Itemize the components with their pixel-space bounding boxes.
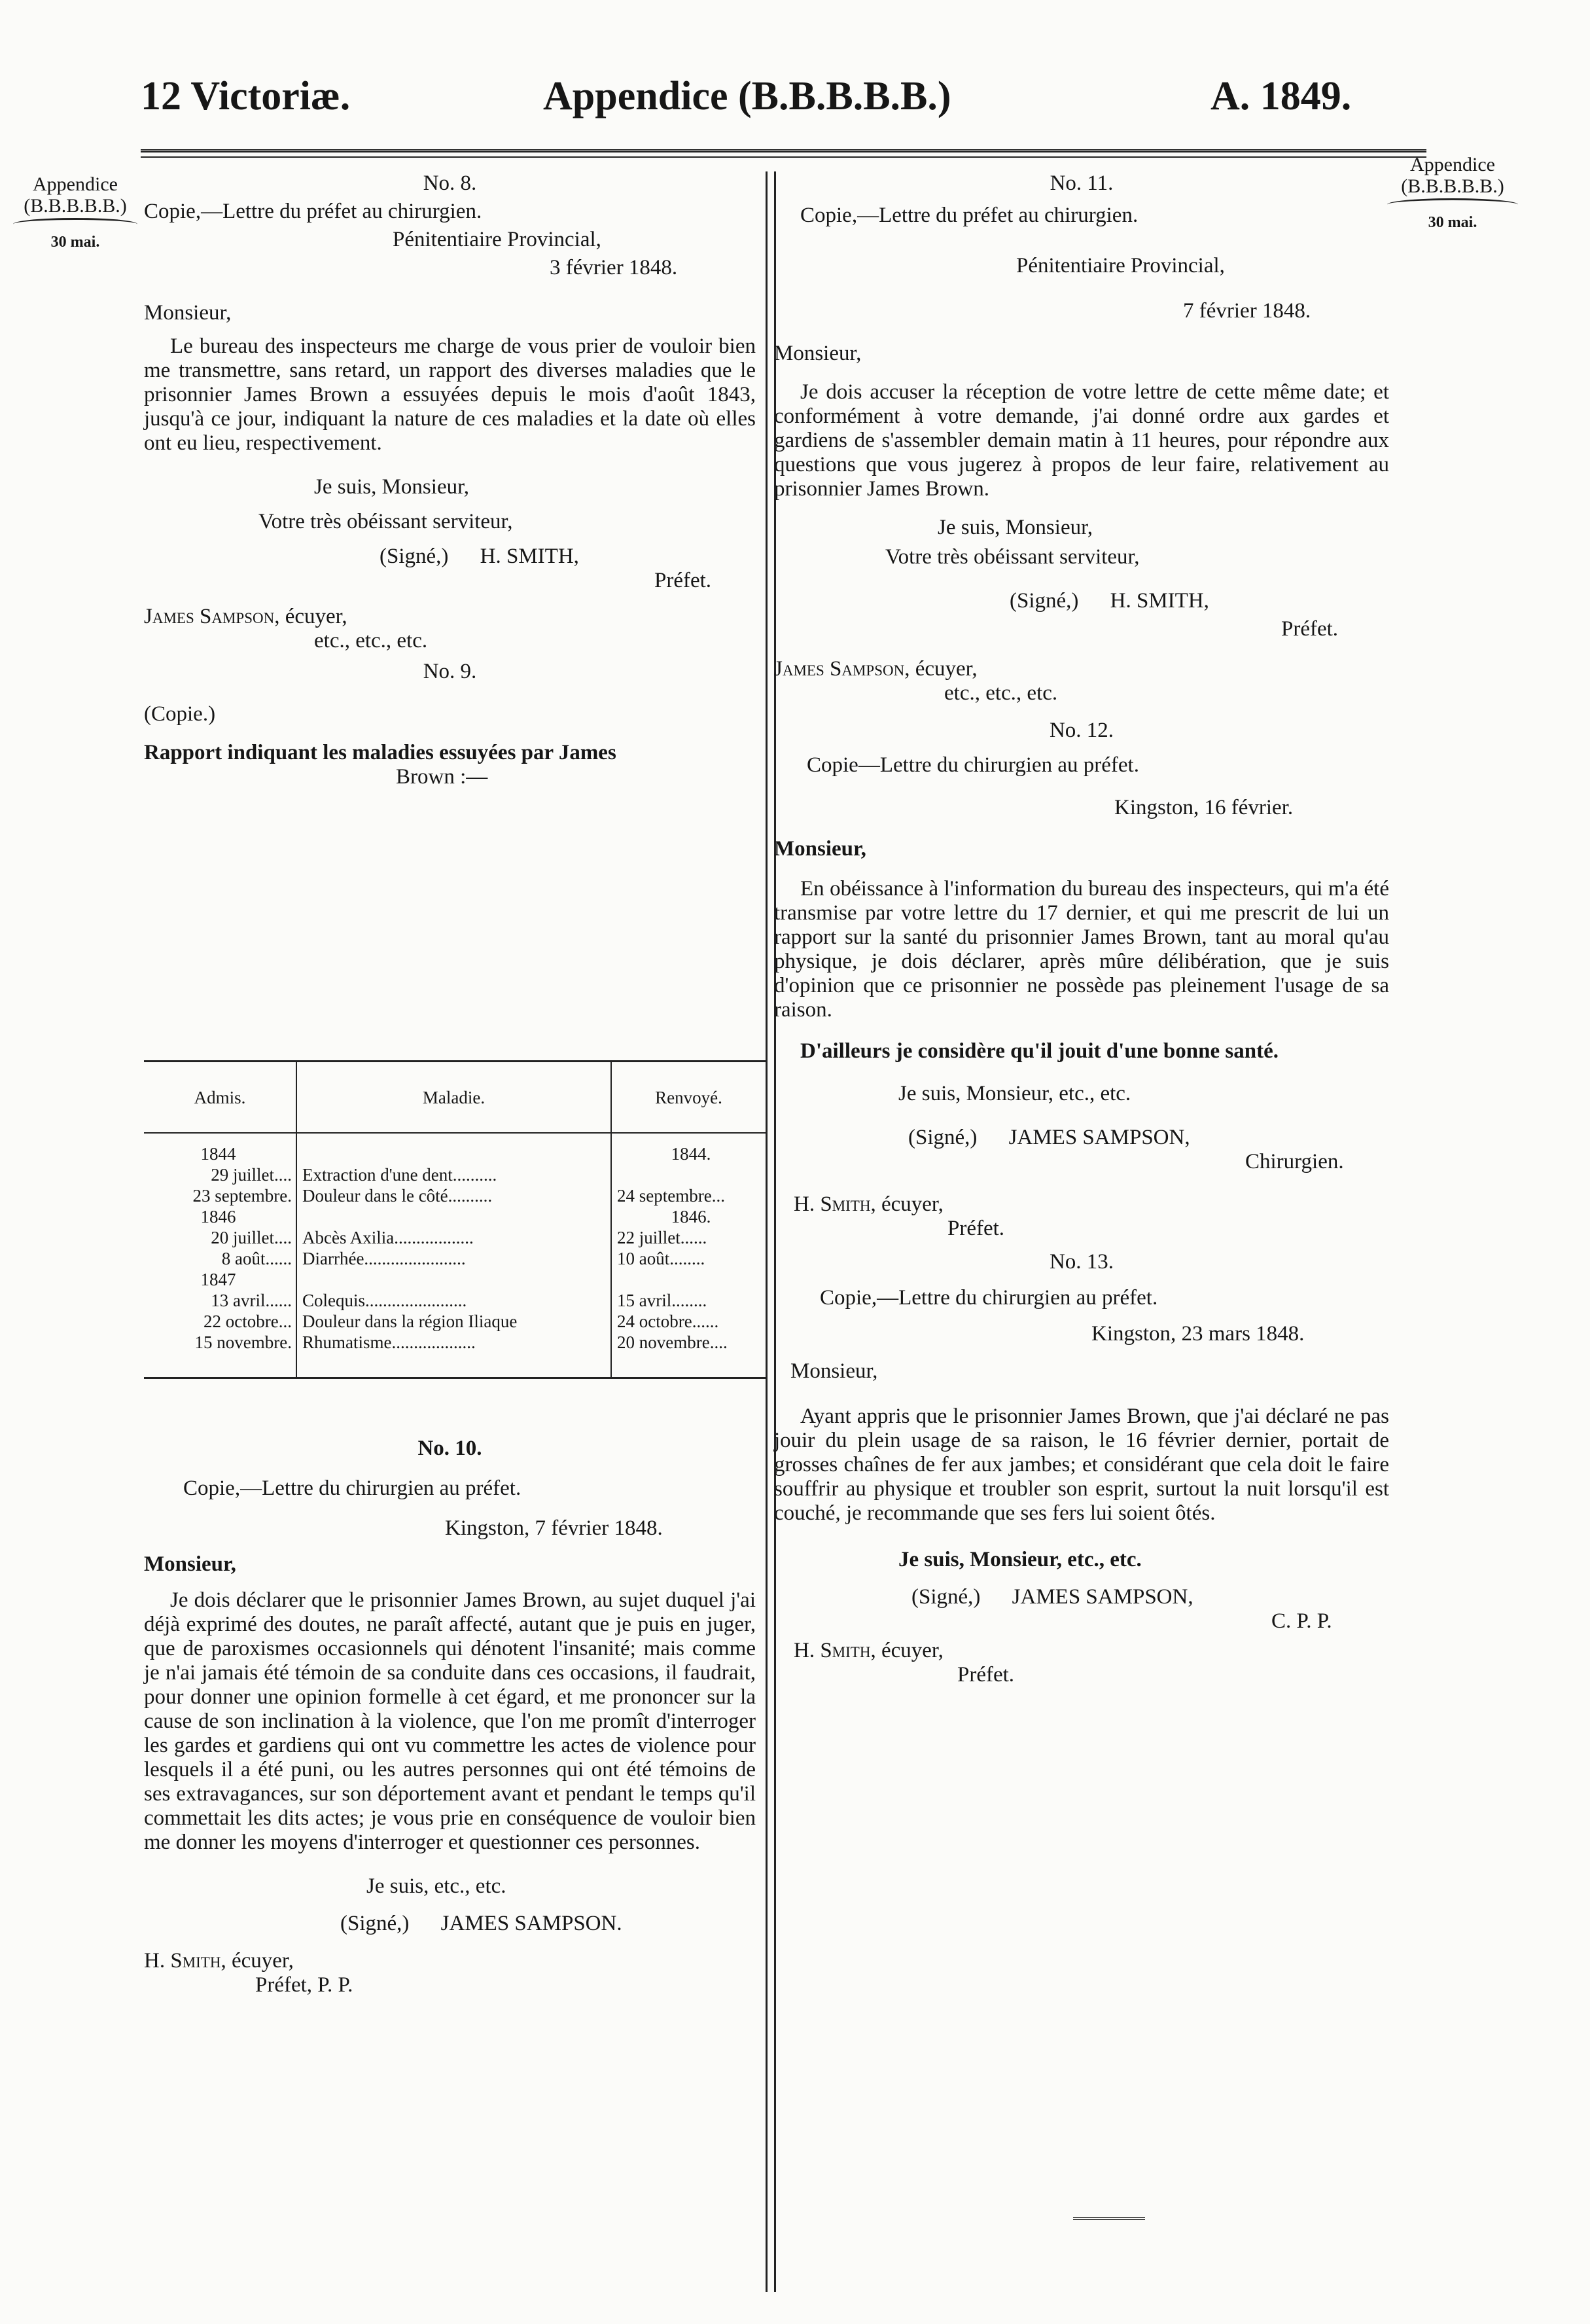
no8-date: 3 février 1848. xyxy=(550,256,678,279)
no11-closing1: Je suis, Monsieur, xyxy=(938,516,1093,539)
table-header-admis: Admis. xyxy=(144,1062,296,1134)
margin-note-left-line1: Appendice xyxy=(33,173,118,195)
no13-signer-title: C. P. P. xyxy=(1271,1609,1332,1633)
no8-addressee: James Sampson, xyxy=(144,605,280,628)
no10-signer: JAMES SAMPSON. xyxy=(440,1912,622,1935)
no9-title-line1: Rapport indiquant les maladies essuyées par James xyxy=(144,741,616,764)
no10-addressee-suffix: écuyer, xyxy=(231,1949,294,1973)
no8-body: Le bureau des inspecteurs me charge de vous prier de vouloir bien me transmettre, sans retard, un rapport des diverses maladies que le prisonnier James Brown a essuyées depuis le mois d'août 1843, jusqu'à ce jour, indiquant la nature de ces maladies et la date où elles ont eu lieu, respectivement. xyxy=(144,334,756,455)
no10-body: Je dois déclarer que le prisonnier James Brown, au sujet duquel j'ai déjà exprimé des doutes, ne paraît affecté, autant que je puis en juger, que de paroxismes occasionnels qui dénotent l'insanité; mais comme je n'ai jamais été témoin de sa conduite dans ces occasions, il faudrait, pour donner une opinion formelle à cet égard, et me prononcer sur la cause de son inclination à la violence, que l'on me promît d'interroger les gardes et gardiens qui ont vu commettre les actes de violence pour lesquels il a été puni, ou les autres personnes qui ont été témoins de ses extravagances, sur son déportement avant et pendant le temps qu'il commettait les dits actes; je vous prie en conséquence de vouloir bien me donner les moyens d'interroger et questionner ces personnes. xyxy=(144,1588,756,1854)
no13-salutation: Monsieur, xyxy=(790,1359,878,1383)
no8-title: Copie,—Lettre du préfet au chirurgien. xyxy=(144,200,482,223)
no11-signer: H. SMITH, xyxy=(1110,589,1209,613)
no11-signature xyxy=(774,589,1389,613)
no13-addressee-suffix: écuyer, xyxy=(881,1639,944,1662)
no12-body2: D'ailleurs je considère qu'il jouit d'une bonne santé. xyxy=(800,1039,1279,1063)
no8-closing2: Votre très obéissant serviteur, xyxy=(258,510,513,533)
no9-number: No. 9. xyxy=(423,660,477,683)
header-right: A. 1849. xyxy=(1210,74,1352,118)
table-row: 29 juillet.... Extraction d'une dent.......... xyxy=(144,1164,766,1185)
margin-note-right-line3: 30 mai. xyxy=(1428,214,1477,231)
no11-etc: etc., etc., etc. xyxy=(944,681,1058,705)
no13-addressee-title: Préfet. xyxy=(957,1663,1015,1687)
left-column-lower xyxy=(144,1437,756,1997)
no12-signer: JAMES SAMPSON, xyxy=(1008,1126,1190,1149)
no11-salutation: Monsieur, xyxy=(774,342,862,365)
no10-signature xyxy=(144,1912,756,1936)
no10-closing: Je suis, etc., etc. xyxy=(366,1874,506,1898)
no8-signer-title: Préfet. xyxy=(654,569,712,592)
no10-date: Kingston, 7 février 1848. xyxy=(445,1516,663,1540)
no12-addressee-title: Préfet. xyxy=(947,1217,1005,1240)
table-row: 1847 xyxy=(144,1269,766,1290)
no11-addressee: James Sampson, xyxy=(774,657,910,681)
header-center: Appendice (B.B.B.B.B.) xyxy=(543,74,951,118)
margin-brace-left xyxy=(13,218,137,230)
no12-signer-title: Chirurgien. xyxy=(1245,1150,1344,1173)
margin-note-left xyxy=(13,173,137,253)
table-row: 15 novembre. Rhumatisme................... 20 novembre.... xyxy=(144,1332,766,1378)
table-header-row xyxy=(144,1062,766,1134)
no10-signed: (Signé,) xyxy=(340,1912,410,1935)
no13-number: No. 13. xyxy=(1049,1250,1114,1274)
no13-signer: JAMES SAMPSON, xyxy=(1012,1585,1193,1609)
no11-title: Copie,—Lettre du préfet au chirurgien. xyxy=(800,204,1139,227)
table-row: 23 septembre. Douleur dans le côté.......... 24 septembre... xyxy=(192,1186,725,1206)
table-row: 13 avril...... Colequis....................... 15 avril........ xyxy=(211,1291,707,1310)
no8-place: Pénitentiaire Provincial, xyxy=(393,228,601,251)
no8-signed: (Signé,) xyxy=(380,545,449,568)
left-column-upper xyxy=(144,171,756,789)
no8-salutation: Monsieur, xyxy=(144,301,232,325)
no13-addressee-line xyxy=(774,1639,1389,1663)
no12-number: No. 12. xyxy=(1049,719,1114,742)
no11-closing2: Votre très obéissant serviteur, xyxy=(885,545,1140,569)
no12-addressee-line xyxy=(774,1192,1389,1217)
no11-place: Pénitentiaire Provincial, xyxy=(1016,254,1225,277)
margin-note-right xyxy=(1387,154,1518,234)
no12-date: Kingston, 16 février. xyxy=(1114,796,1294,819)
table-row: 8 août...... Diarrhée....................... 10 août........ xyxy=(221,1249,705,1268)
no8-addressee-suffix: écuyer, xyxy=(285,605,347,628)
no13-signed: (Signé,) xyxy=(911,1585,981,1609)
table-row: 20 juillet.... Abcès Axilia.................. 22 juillet...... xyxy=(211,1228,707,1247)
no10-addressee-line xyxy=(144,1949,756,1973)
no10-addressee: H. Smith, xyxy=(144,1949,226,1973)
margin-note-right-line1: Appendice xyxy=(1410,154,1495,175)
no12-addressee: H. Smith, xyxy=(794,1192,876,1216)
no11-signer-title: Préfet. xyxy=(1281,617,1339,641)
no12-body1: En obéissance à l'information du bureau des inspecteurs, qui m'a été transmise par votre lettre du 17 dernier, et qui me prescrit de lui un rapport sur la santé du prisonnier James Brown, tant au moral qu'au physique, je dois déclarer, après mûre délibération, que je suis d'opinion que ce prisonnier ne possède pas pleinement l'usage de sa raison. xyxy=(774,877,1389,1022)
no8-number: No. 8. xyxy=(423,171,477,195)
header-left: 12 Victoriæ. xyxy=(141,74,351,118)
no11-addressee-suffix: écuyer, xyxy=(915,657,978,681)
margin-brace-right xyxy=(1387,198,1518,211)
no8-signature xyxy=(144,545,756,569)
no11-signed: (Signé,) xyxy=(1010,589,1079,613)
table-row: 1844 1844. xyxy=(144,1133,766,1164)
no12-closing: Je suis, Monsieur, etc., etc. xyxy=(898,1082,1131,1105)
table-row: 22 octobre... Douleur dans la région Iliaque 24 octobre...... xyxy=(203,1312,719,1331)
no13-title: Copie,—Lettre du chirurgien au préfet. xyxy=(820,1286,1158,1310)
no12-signed: (Signé,) xyxy=(908,1126,978,1149)
table-header-maladie: Maladie. xyxy=(296,1062,611,1134)
margin-note-left-line3: 30 mai. xyxy=(50,234,100,251)
no10-salutation: Monsieur, xyxy=(144,1552,236,1576)
no8-closing1: Je suis, Monsieur, xyxy=(314,475,470,499)
no13-signature xyxy=(774,1585,1389,1609)
right-column xyxy=(774,171,1389,1687)
margin-note-left-line2: (B.B.B.B.B.) xyxy=(24,195,127,217)
no11-body: Je dois accuser la réception de votre lettre de cette même date; et conformément à votre demande, j'ai donné ordre aux gardes et gardiens de s'assembler demain matin à 11 heures, pour répondre aux questions que vous jugerez à propos de leur faire, relativement au prisonnier James Brown. xyxy=(774,380,1389,501)
no13-date: Kingston, 23 mars 1848. xyxy=(1091,1322,1305,1346)
no12-salutation: Monsieur, xyxy=(774,837,866,861)
no12-title: Copie—Lettre du chirurgien au préfet. xyxy=(807,753,1139,777)
no11-number: No. 11. xyxy=(1050,171,1114,195)
no13-body: Ayant appris que le prisonnier James Brown, que j'ai déclaré ne pas jouir du plein usage de sa raison, le 16 février dernier, portait de grosses chaînes de fer aux jambes; et considérant que cela doit le faire souffrir au physique et troubler son esprit, surtout la nuit lorsqu'il est couché, je recommande que ses fers lui soient ôtés. xyxy=(774,1404,1389,1525)
no12-signature xyxy=(774,1126,1389,1150)
no8-signer: H. SMITH, xyxy=(480,545,579,568)
header-rule xyxy=(141,149,1426,158)
no11-addressee-line xyxy=(774,657,1389,681)
no11-date: 7 février 1848. xyxy=(1183,299,1311,323)
margin-note-right-line2: (B.B.B.B.B.) xyxy=(1401,175,1504,197)
table-row: 1846 1846. xyxy=(200,1207,711,1226)
no10-number: No. 10. xyxy=(417,1437,482,1460)
no9-copy: (Copie.) xyxy=(144,702,216,726)
no10-title: Copie,—Lettre du chirurgien au préfet. xyxy=(183,1476,521,1500)
table-header-renvoye: Renvoyé. xyxy=(611,1062,766,1134)
maladies-table xyxy=(144,1060,766,1379)
no8-addressee-line xyxy=(144,605,756,629)
no12-addressee-suffix: écuyer, xyxy=(881,1192,944,1216)
no10-addressee-title: Préfet, P. P. xyxy=(255,1973,353,1997)
no13-closing: Je suis, Monsieur, etc., etc. xyxy=(898,1548,1142,1571)
end-rule xyxy=(1073,2217,1145,2223)
no13-addressee: H. Smith, xyxy=(794,1639,876,1662)
no9-title-line2: Brown :— xyxy=(396,765,488,789)
no8-etc: etc., etc., etc. xyxy=(314,629,428,653)
